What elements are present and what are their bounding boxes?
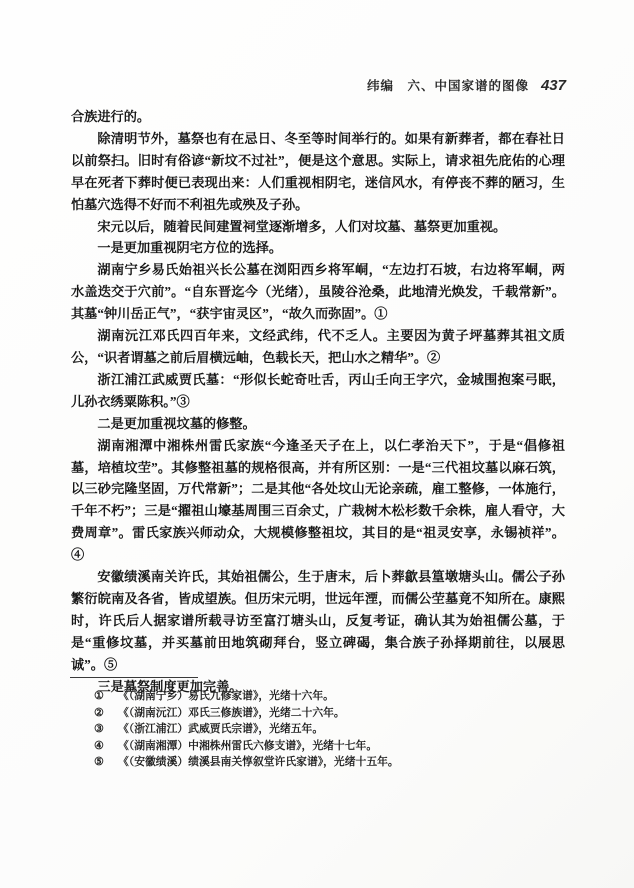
paragraph-point-two-heading: 二是更加重视坟墓的修整。 xyxy=(97,415,256,431)
paragraph-hunan-yuanjiang-deng: 湖南沅江邓氏四百年来，文经武纬，代不乏人。主要因为黄子坪墓葬其祖文质公，“识者谓墓之前后眉横远岫，色载长天，把山水之精华”。② xyxy=(71,328,565,365)
paragraph-anhui-jixi-xu: 安徽绩溪南关许氏，其始祖儒公，生于唐末，后卜葬歙县篁墩塘头山。儒公子孙繁衍皖南及各省，皆成望族。但历宋元明，世远年湮，而儒公茔墓竟不知所在。康熙时，许氏后人据家谱所载寻访至富汀塘头山，反复考证，确认其为始祖儒公墓，于是“重修坟墓，并买墓前田地筑砌拜台，竖立碑碣，集合族子孙择期前往，以展思诚”。⑤ xyxy=(71,569,565,672)
footnote-marker: ② xyxy=(94,706,104,719)
footnote-text: 《（安徽绩溪）绩溪县南关惇叙堂许氏家谱》，光绪十五年。 xyxy=(118,756,399,769)
paragraph-hunan-xiangtan-lei: 湖南湘潭中湘株州雷氏家族“今逢圣天子在上，以仁孝治天下”，于是“倡修祖墓，培植坟茔”。其修整祖墓的规格很高，并有所区别：一是“三代祖坟墓以麻石筑，以三砂完隆坚固，万代常新”；二是其他“各处坟山无论亲疏，雇工整修，一体施行，千年不朽”；三是“擢祖山壕基周围三百余丈，广栽树木松杉数千余株，雇人看守，大费周章”。雷氏家族兴师动众，大规模修整祖坟，其目的是“祖灵安享，永锡祯祥”。④ xyxy=(71,437,565,563)
footnote xyxy=(94,688,554,705)
running-title: 纬编 六、中国家谱的图像 xyxy=(366,79,529,93)
footnote-text: 《（湖南沅江）邓氏三修族谱》，光绪二十六年。 xyxy=(118,706,345,719)
paragraph-continuation: 合族进行的。 xyxy=(71,109,151,124)
footnote-text: 《（浙江浦江）武威贾氏宗谱》，光绪五年。 xyxy=(118,723,324,736)
paragraph-zhejiang-pujiang-jia: 浙江浦江武威贾氏墓：“形似长蛇奇吐舌，丙山壬向王字穴，金城围抱案弓眠，儿孙衣绣粟陈积。”③ xyxy=(71,371,565,409)
footnote-separator xyxy=(70,677,198,678)
footnote xyxy=(94,738,554,755)
footnote-marker: ① xyxy=(94,690,104,702)
footnote-marker: ④ xyxy=(94,739,104,752)
footnote xyxy=(94,721,554,738)
paragraph-hunan-ningxiang-yi: 湖南宁乡易氏始祖兴长公墓在浏阳西乡将军峒，“左边打石坡，右边将军峒，两水盖迭交于穴前”。“自东晋迄今（光绪），虽陵谷沧桑，此地清光焕发，千载常新”。其墓“钟川岳正气”，“获宇宙灵区”，“故久而弥固”。① xyxy=(71,262,565,322)
footnote xyxy=(94,705,554,722)
footnote-text: 《（湖南宁乡）易氏九修家谱》，光绪十六年。 xyxy=(118,690,334,702)
footnote-list xyxy=(94,688,554,771)
page-number: 437 xyxy=(540,77,566,94)
paragraph-grave-rites-timing: 除清明节外，墓祭也有在忌日、冬至等时间举行的。如果有新葬者，都在春社日以前祭扫。旧时有俗谚“新坟不过社”，便是这个意思。实际上，请求祖先庇佑的心理早在死者下葬时便已表现出来：人们重视相阴宅，迷信风水，有停丧不葬的陋习，生怕墓穴选得不好而不利祖先或殃及子孙。 xyxy=(71,130,565,212)
footnote xyxy=(94,754,554,771)
running-header xyxy=(367,76,566,94)
footnote-marker: ③ xyxy=(94,723,104,736)
footnote-marker: ⑤ xyxy=(94,756,104,769)
paragraph-song-yuan: 宋元以后，随着民间建置祠堂逐渐增多，人们对坟墓、墓祭更加重视。 xyxy=(97,218,507,234)
footnote-text: 《（湖南湘潭）中湘株州雷氏六修支谱》，光绪十七年。 xyxy=(118,739,378,752)
body-text xyxy=(71,106,565,697)
paragraph-point-one-heading: 一是更加重视阴宅方位的选择。 xyxy=(97,240,283,256)
paragraph-point-three-heading: 三是墓祭制度更加完善。 xyxy=(97,678,243,694)
